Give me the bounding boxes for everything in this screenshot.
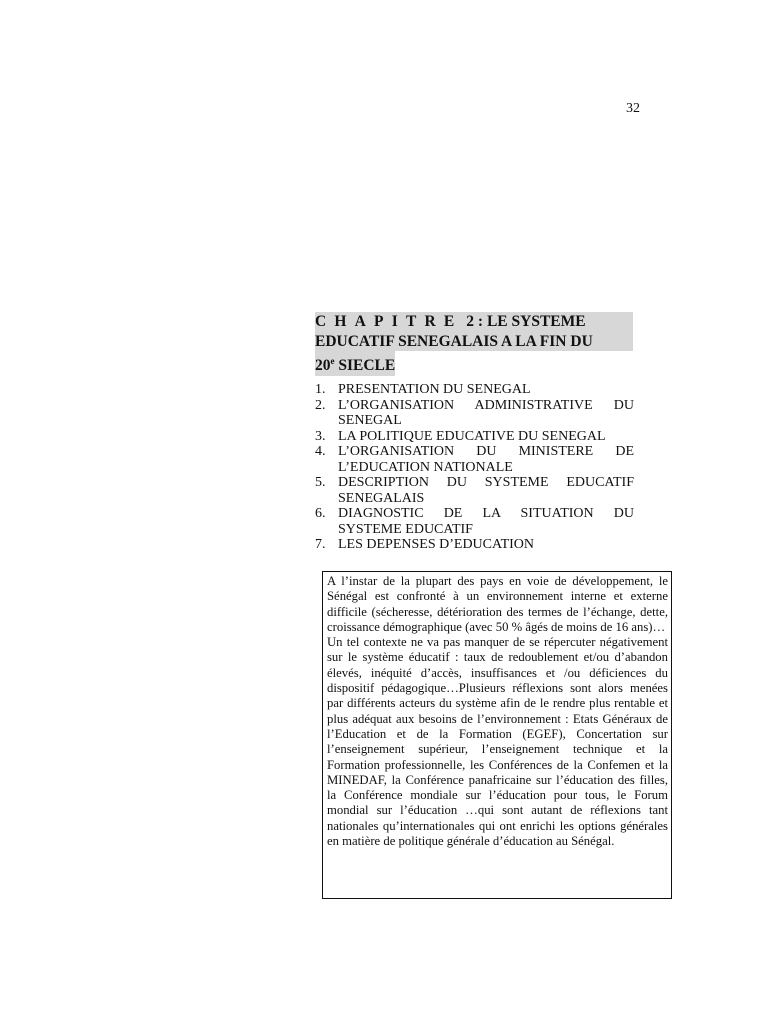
- summary-box: [322, 571, 672, 899]
- toc-item-number: 2.: [315, 397, 326, 413]
- table-of-contents: [315, 382, 634, 553]
- toc-item: [315, 444, 634, 475]
- chapter-heading-line-1: [315, 312, 633, 332]
- chapter-heading-prefix: CHAPITRE: [315, 313, 463, 330]
- toc-item-label: DESCRIPTION DU SYSTEME EDUCATIF: [338, 475, 634, 490]
- toc-item-number: 3.: [315, 428, 326, 444]
- chapter-heading-line-3: [315, 351, 395, 376]
- toc-item: [315, 537, 634, 553]
- chapter-heading: [315, 312, 633, 376]
- toc-item-label: L’EDUCATION NATIONALE: [338, 459, 513, 475]
- chapter-heading-superscript: e: [330, 356, 335, 366]
- chapter-heading-line-3-rest: SIECLE: [334, 357, 396, 375]
- toc-item-label: SENEGALAIS: [338, 490, 425, 506]
- toc-item-number: 5.: [315, 475, 326, 490]
- chapter-heading-century: 20: [315, 357, 331, 375]
- toc-item-label: SENEGAL: [338, 413, 402, 428]
- toc-item: [315, 429, 634, 445]
- toc-item: [315, 398, 634, 429]
- chapter-heading-line-1-rest: 2 : LE SYSTEME: [466, 313, 586, 330]
- summary-paragraph-2: Un tel contexte ne va pas manquer de se répercuter négativement sur le système éducatif : taux de redoublement et/ou d’abandon élevés, inéquité d’accès, insuffisances et /ou déficiences du dispositif pédagogique…Plusieurs réflexions sont alors menées par différents acteurs du système afin de le rendre plus rentable et plus adéquat aux besoins de l’environnement : Etats Généraux de l’Education et de la Formation (EGEF), Concertation sur l’enseignement supérieur, l’enseignement technique et la Formation professionnelle, les Conférences de la Confemen et la MINEDAF, la Conférence panafricaine sur l’éducation des filles, la Conférence mondiale sur l’éducation pour tous, le Forum mondial sur l’éducation …qui sont autant de réflexions tant nationales qu’internationales qui ont enrichi les options générales en matière de politique générale d’éducation au Sénégal.: [327, 635, 668, 849]
- page-number: 32: [626, 101, 640, 116]
- toc-item-label: PRESENTATION DU SENEGAL: [338, 382, 531, 397]
- toc-item-number: 7.: [315, 537, 326, 552]
- toc-item-label: L’ORGANISATION ADMINISTRATIVE DU: [338, 397, 634, 413]
- toc-item-label: L’ORGANISATION DU MINISTERE DE: [338, 444, 634, 459]
- toc-item-label: SYSTEME EDUCATIF: [338, 521, 473, 537]
- summary-paragraph-1: A l’instar de la plupart des pays en voie de développement, le Sénégal est confronté à un environnement interne et externe difficile (sécheresse, détérioration des termes de l’échange, dette, croissance démographique (avec 50 % âgés de moins de 16 ans)…: [327, 574, 668, 634]
- toc-item-label: DIAGNOSTIC DE LA SITUATION DU: [338, 506, 634, 521]
- chapter-heading-line-2-text: EDUCATIF SENEGALAIS A LA FIN DU: [315, 332, 593, 350]
- toc-item-number: 1.: [315, 382, 326, 397]
- chapter-heading-line-2: [315, 332, 633, 352]
- toc-item: [315, 382, 634, 398]
- toc-item-label: LA POLITIQUE EDUCATIVE DU SENEGAL: [338, 428, 606, 444]
- toc-item: [315, 475, 634, 506]
- toc-item-number: 4.: [315, 444, 326, 459]
- toc-item-label: LES DEPENSES D’EDUCATION: [338, 537, 534, 552]
- toc-item-number: 6.: [315, 506, 326, 521]
- toc-item: [315, 506, 634, 537]
